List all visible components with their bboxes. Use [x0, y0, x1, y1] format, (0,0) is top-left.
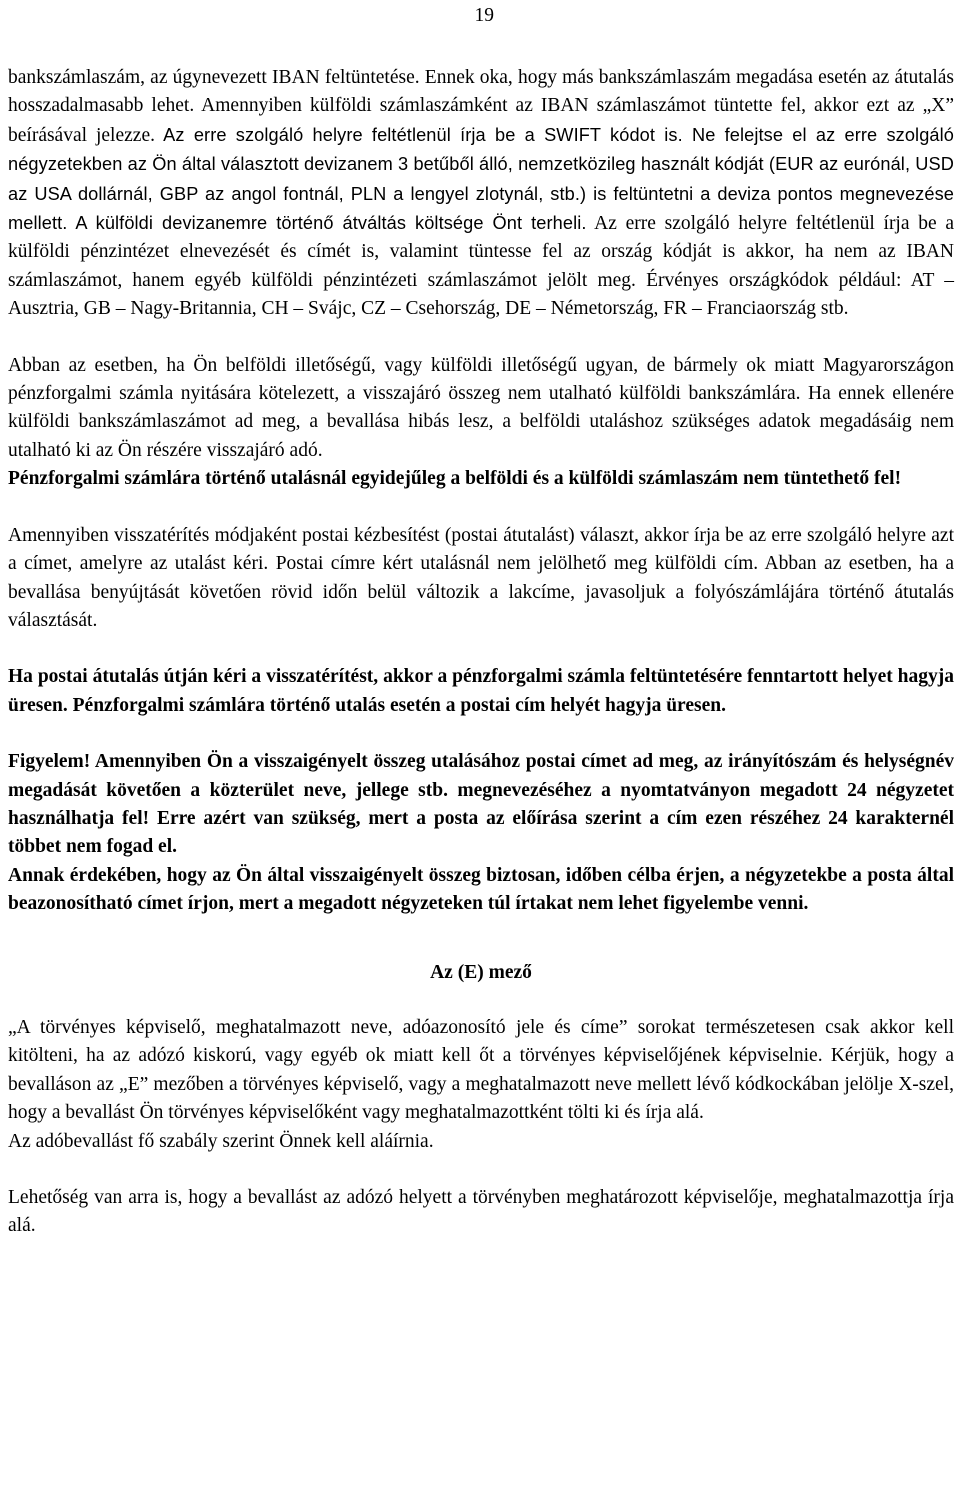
- paragraph-bold-warning-accounts: Pénzforgalmi számlára történő utalásnál egyidejűleg a belföldi és a külföldi számlaszám nem tüntethető fel!: [8, 468, 902, 490]
- paragraph-postal-delivery: Amennyiben visszatérítés módjaként postai kézbesítést (postai átutalást) választ, akkor írja be az erre szolgáló helyre azt a címet, amelyre az utalást kéri. Postai címre kért utalásnál nem jelölhető meg külföldi cím. Abban az esetben, ha a bevallása benyújtását követően rövid időn belül változik a lakcíme, javasoljuk a folyószámlájára történő átutalás választását.: [8, 524, 954, 631]
- paragraph-legal-representative: „A törvényes képviselő, meghatalmazott neve, adóazonosító jele és címe” sorokat természetesen csak akkor kell kitölteni, ha az adózó kiskorú, vagy egyéb ok miatt kell őt a törvényes képviselőjének képviselnie. Kérjük, hogy a bevalláson az „E” mezőben a törvényes képviselő, vagy a meghatalmazott neve mellett lévő kódkockában jelölje X-szel, hogy a bevallást Ön törvényes képviselőként vagy meghatalmazottként tölti ki és írja alá.: [8, 1016, 954, 1124]
- paragraph-representative-signature: Lehetőség van arra is, hogy a bevallást az adózó helyett a törvényben meghatározott képviselője, meghatalmazottja írja alá.: [8, 1187, 954, 1237]
- page-number: 19: [474, 5, 494, 26]
- paragraph-bold-postal-transfer: Ha postai átutalás útján kéri a visszatérítést, akkor a pénzforgalmi számla feltüntetésére fenntartott helyet hagyja üresen. Pénzforgalmi számlára történő utalás esetén a postai cím helyét hagyja üresen.: [8, 666, 954, 716]
- paragraph-domestic-residency: Abban az esetben, ha Ön belföldi illetőségű, vagy külföldi illetőségű ugyan, de bármely ok miatt Magyarországon pénzforgalmi számla nyitására kötelezett, a visszajáró összeg nem utalható külföldi bankszámlára. Ha ennek ellenére külföldi bankszámlaszámot ad meg, a bevallása hibás lesz, a belföldi utaláshoz szükséges adatok megadásáig nem utalható ki az Ön részére visszajáró adó.: [8, 354, 954, 461]
- paragraph-iban-part1: bankszámlaszám, az úgynevezett IBAN feltüntetése. Ennek oka, hogy más bankszámlaszám megadása esetén az átutalás hosszadalmasabb lehet. Amennyiben külföldi számlaszámként az IBAN számlaszámot tüntette fel, akkor ezt az „X” beírásával jelezze.: [8, 67, 954, 146]
- section-heading-e-field: Az (E) mező: [430, 961, 532, 983]
- paragraph-iban-part3: Az erre szolgáló helyre feltétlenül írja be a külföldi pénzintézet elnevezését és címét is, valamint tüntesse fel az ország kódját is akkor, ha nem az IBAN számlaszámot, hanem egyéb külföldi pénzintézeti számlaszámot jelölt meg. Érvényes országkódok például: AT – Ausztria, GB – Nagy-Britannia, CH – Svájc, CZ – Csehország, DE – Németország, FR – Franciaország stb.: [8, 213, 954, 320]
- paragraph-bold-address-squares: Annak érdekében, hogy az Ön által visszaigényelt összeg biztosan, időben célba érjen, a négyzetekbe a posta által beazonosítható címet írjon, mert a megadott négyzeteken túl írtakat nem lehet figyelembe venni.: [8, 864, 954, 915]
- paragraph-bold-attention: Figyelem! Amennyiben Ön a visszaigényelt összeg utalásához postai címet ad meg, az irányítószám és helységnév megadását követően a közterület neve, jellege stb. megnevezéséhez a nyomtatványon megadott 24 négyzetet használhatja fel! Erre azért van szükség, mert a posta az előírása szerint a cím ezen részéhez 24 karakternél többet nem fogad el.: [8, 751, 954, 858]
- paragraph-signature-rule: Az adóbevallást fő szabály szerint Önnek kell aláírnia.: [8, 1130, 434, 1152]
- paragraph-iban: [8, 64, 954, 324]
- document-body: [8, 64, 954, 1241]
- paragraph-iban-part2: Az erre szolgáló helyre feltétlenül írja be a SWIFT kódot is. Ne felejtse el az erre szolgáló négyzetekben az Ön által választott devizanem 3 betűből álló, nemzetközileg használt kódját (EUR az eurónál, USD az USA dollárnál, GBP az angol fontnál, PLN a lengyel zlotynál, stb.) is feltüntetni a deviza pontos megnevezése mellett. A külföldi devizanemre történő átváltás költsége Önt terheli.: [8, 124, 954, 234]
